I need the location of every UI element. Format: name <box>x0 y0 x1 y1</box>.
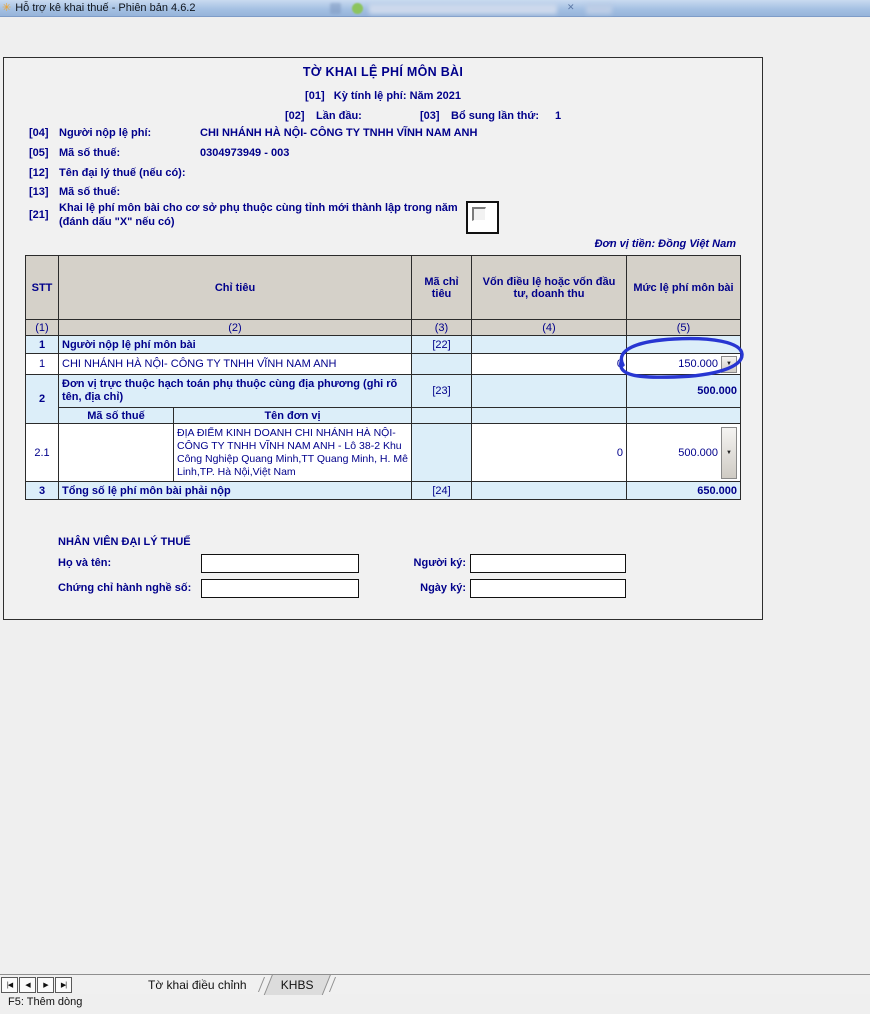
col-header-chitieu: Chỉ tiêu <box>59 256 412 320</box>
staff-section-title: NHÂN VIÊN ĐẠI LÝ THUẾ <box>58 536 191 548</box>
row1-muc-cell <box>627 336 741 354</box>
nav-prev-button[interactable]: ◀ <box>19 977 36 993</box>
index-2: (2) <box>59 320 412 336</box>
date-input[interactable] <box>470 579 626 598</box>
taxpayer-index: [04] <box>29 127 49 139</box>
subheader-mst: Mã số thuế <box>59 408 174 424</box>
taxpayer-value: CHI NHÁNH HÀ NỘI- CÔNG TY TNHH VĨNH NAM ANH <box>200 127 478 139</box>
currency-note: Đơn vị tiền: Đồng Việt Nam <box>594 238 736 250</box>
checkbox-box-icon <box>472 207 486 221</box>
row-1-detail <box>26 354 741 375</box>
fee-table <box>25 255 741 500</box>
blurred-taskbar-item-icon <box>330 3 341 14</box>
index-4: (4) <box>472 320 627 336</box>
subheader-von-cell <box>472 408 627 424</box>
row3-label: Tổng số lệ phí môn bài phải nộp <box>59 482 412 500</box>
row21-name-cell[interactable]: ĐỊA ĐIỂM KINH DOANH CHI NHÁNH HÀ NỘI- CÔNG TY TNHH VĨNH NAM ANH - Lô 38-2 Khu Công Nghiệp Quang Minh,TT Quang Minh, H. Mê Linh,TP. Hà Nội,Việt Nam <box>174 424 412 482</box>
tax-code-index: [05] <box>29 147 49 159</box>
new-branch-row <box>4 202 762 232</box>
tax-code-label: Mã số thuế: <box>59 147 121 159</box>
new-branch-checkbox[interactable] <box>466 201 499 234</box>
row21-muc-value: 500.000 <box>678 446 718 459</box>
agent-tax-code-row <box>4 186 762 200</box>
row2-muc-cell: 500.000 <box>627 375 741 408</box>
taxpayer-label: Người nộp lệ phí: <box>59 127 152 139</box>
row-2-subheader <box>26 408 741 424</box>
index-3: (3) <box>412 320 472 336</box>
date-label: Ngày ký: <box>420 582 466 594</box>
tab-to-khai-dieu-chinh[interactable]: Tờ khai điều chỉnh <box>148 977 247 992</box>
sheet-tab-strip <box>0 974 870 994</box>
row21-muc-cell[interactable] <box>627 424 741 482</box>
nav-next-button[interactable]: ▶ <box>37 977 54 993</box>
staff-row-1 <box>4 554 762 573</box>
row21-von-cell[interactable]: 0 <box>472 424 627 482</box>
signer-label: Người ký: <box>413 557 466 569</box>
staff-row-2 <box>4 579 762 598</box>
signer-input[interactable] <box>470 554 626 573</box>
tab-khbs-label: KHBS <box>280 978 314 992</box>
table-index-row <box>26 320 741 336</box>
period-index: [01] <box>305 90 325 102</box>
tab-khbs[interactable] <box>263 974 330 995</box>
row2-code: [23] <box>412 375 472 408</box>
tab-separator-2 <box>329 977 336 992</box>
row1d-stt: 1 <box>26 354 59 375</box>
row3-stt: 3 <box>26 482 59 500</box>
row1d-dropdown-button[interactable]: ▼ <box>721 356 737 373</box>
period-line <box>4 90 762 102</box>
col-header-muc: Mức lệ phí môn bài <box>627 256 741 320</box>
amendment-index: [03] <box>420 110 440 122</box>
row1-code: [22] <box>412 336 472 354</box>
row1d-muc-value: 150.000 <box>678 358 718 370</box>
row1d-muc-cell[interactable] <box>627 354 741 375</box>
status-bar: F5: Thêm dòng <box>8 996 83 1008</box>
agent-name-index: [12] <box>29 167 49 179</box>
agent-name-row <box>4 167 762 181</box>
amendment-label: Bổ sung lần thứ: <box>451 110 540 122</box>
blurred-tab-text <box>369 4 557 14</box>
new-branch-index: [21] <box>29 209 49 221</box>
first-time-label: Lần đầu: <box>316 110 362 122</box>
index-5: (5) <box>627 320 741 336</box>
cert-input[interactable] <box>201 579 359 598</box>
row21-stt: 2.1 <box>26 424 59 482</box>
row2-stt: 2 <box>26 375 59 424</box>
row1d-code-cell <box>412 354 472 375</box>
row21-mst-cell[interactable] <box>59 424 174 482</box>
filing-type-line <box>4 110 762 124</box>
tax-code-value: 0304973949 - 003 <box>200 147 290 159</box>
first-time-index: [02] <box>285 110 305 122</box>
row1d-name-cell[interactable]: CHI NHÁNH HÀ NỘI- CÔNG TY TNHH VĨNH NAM ANH <box>59 354 412 375</box>
index-1: (1) <box>26 320 59 336</box>
nav-first-button[interactable]: |◀ <box>1 977 18 993</box>
col-header-von: Vốn điều lệ hoặc vốn đầu tư, doanh thu <box>472 256 627 320</box>
tax-code-row <box>4 147 762 161</box>
declaration-form-panel <box>3 57 763 620</box>
col-header-stt: STT <box>26 256 59 320</box>
row3-von-cell <box>472 482 627 500</box>
cert-label: Chứng chỉ hành nghề số: <box>58 582 192 594</box>
row1d-von-cell[interactable]: 0 <box>472 354 627 375</box>
subheader-code-cell <box>412 408 472 424</box>
agent-name-label: Tên đại lý thuế (nếu có): <box>59 167 186 179</box>
app-icon: ✳ <box>2 1 12 14</box>
name-input[interactable] <box>201 554 359 573</box>
form-title: TỜ KHAI LỆ PHÍ MÔN BÀI <box>302 65 464 79</box>
row3-muc-cell: 650.000 <box>627 482 741 500</box>
row2-label: Đơn vị trực thuộc hạch toán phụ thuộc cùng địa phương (ghi rõ tên, địa chỉ) <box>59 375 412 408</box>
nav-last-button[interactable]: ▶| <box>55 977 72 993</box>
row1-stt: 1 <box>26 336 59 354</box>
row21-dropdown-button[interactable]: ▼ <box>721 427 737 479</box>
agent-tax-code-label: Mã số thuế: <box>59 186 121 198</box>
taxpayer-row <box>4 127 762 141</box>
period-label: Kỳ tính lệ phí: <box>333 90 407 102</box>
row-2-section <box>26 375 741 408</box>
new-branch-label: Khai lệ phí môn bài cho cơ sở phụ thuộc cùng tỉnh mới thành lập trong năm (đánh dấu "X" nếu có) <box>59 202 458 228</box>
blurred-tab-fragment <box>586 4 612 14</box>
row-2-1-detail <box>26 424 741 482</box>
row-1-section <box>26 336 741 354</box>
row1-label: Người nộp lệ phí môn bài <box>59 336 412 354</box>
row-3-total <box>26 482 741 500</box>
agent-tax-code-index: [13] <box>29 186 49 198</box>
row3-code: [24] <box>412 482 472 500</box>
period-value: Năm 2021 <box>409 90 461 102</box>
title-bar <box>0 0 870 17</box>
subheader-muc-cell <box>627 408 741 424</box>
row1-von-cell <box>472 336 627 354</box>
amendment-value: 1 <box>555 110 562 122</box>
close-icon[interactable]: ✕ <box>567 2 575 12</box>
row2-von-cell <box>472 375 627 408</box>
window-title: Hỗ trợ kê khai thuế - Phiên bản 4.6.2 <box>15 2 196 14</box>
name-label: Họ và tên: <box>58 557 112 569</box>
table-header-row <box>26 256 741 320</box>
subheader-tendonvi: Tên đơn vị <box>174 408 412 424</box>
blurred-green-dot-icon <box>352 3 363 14</box>
col-header-machitieu: Mã chỉ tiêu <box>412 256 472 320</box>
row21-code-cell <box>412 424 472 482</box>
